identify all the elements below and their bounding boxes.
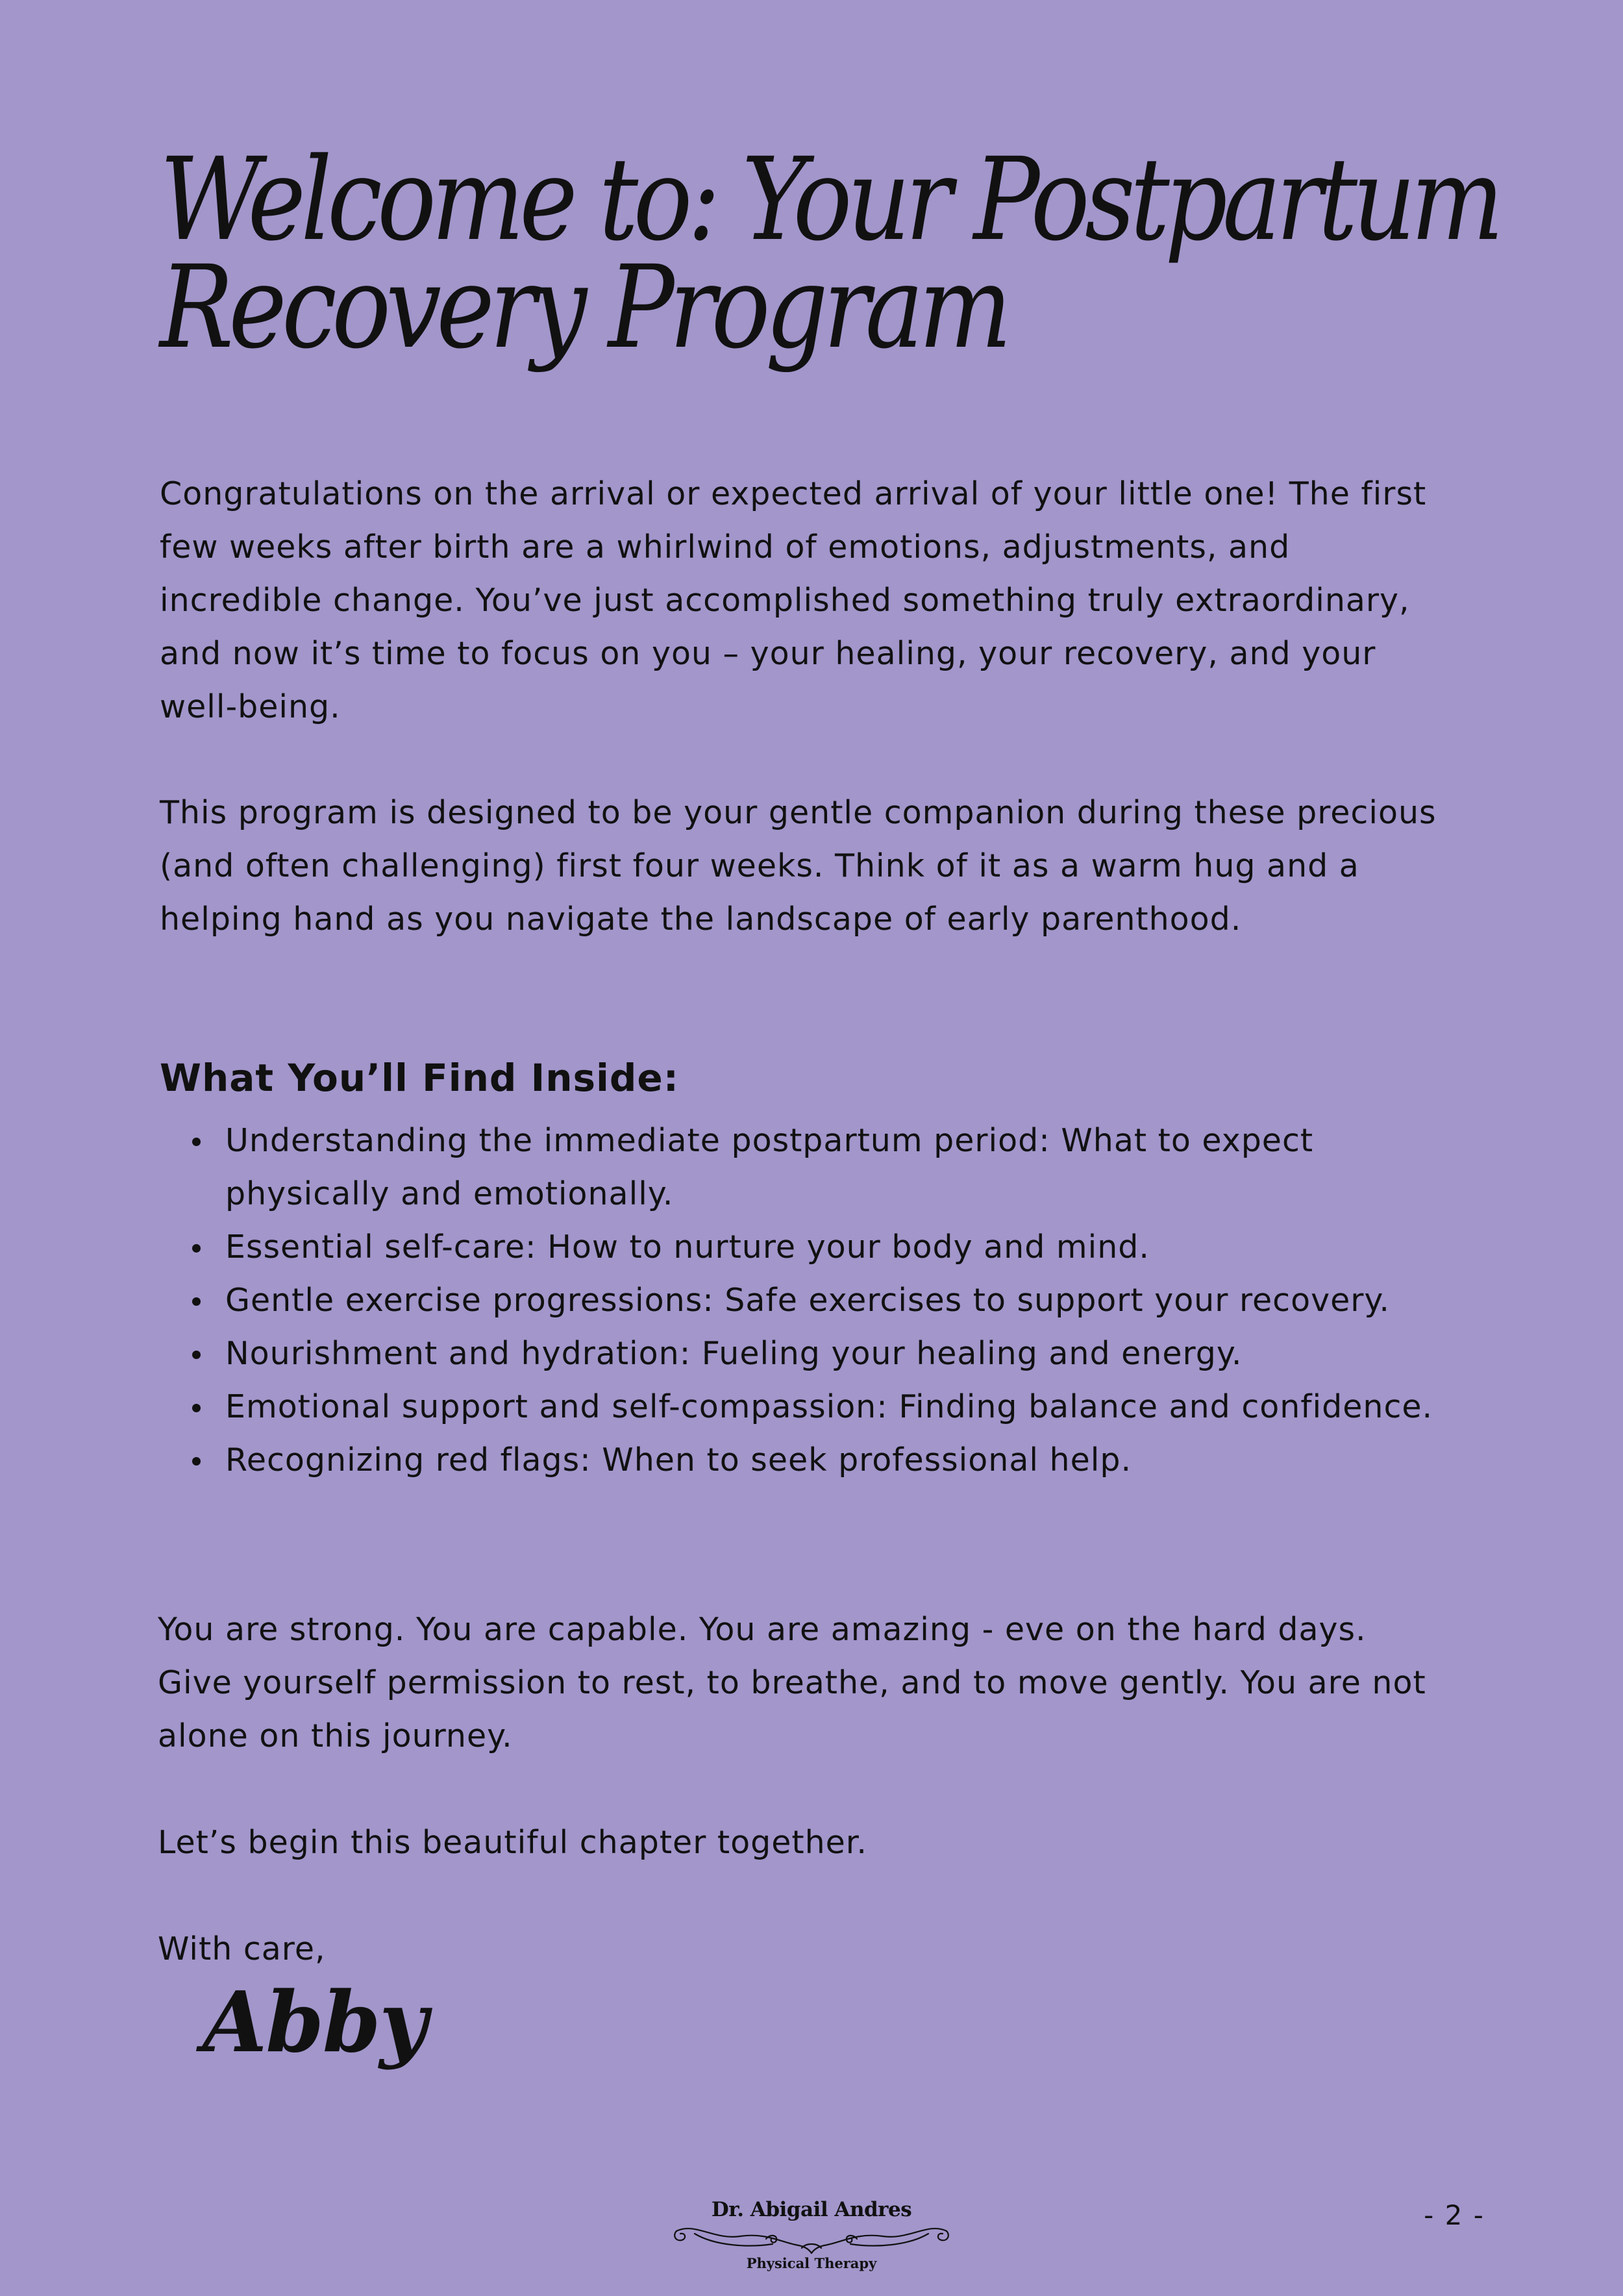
closing-paragraph (158, 1603, 1476, 1763)
list-item (160, 1434, 1497, 1487)
text-line: This program is designed to be your gentle companion during these precious (160, 794, 1437, 831)
text-line: Give yourself permission to rest, to breathe, and to move gently. You are not (158, 1664, 1426, 1701)
list-item-text: Recognizing red flags: When to seek professional help. (225, 1441, 1132, 1479)
text-line: incredible change. You’ve just accomplished something truly extraordinary, (160, 582, 1410, 619)
list-item-text: Gentle exercise progressions: Safe exercises to support your recovery. (225, 1282, 1390, 1319)
intro-paragraph-1 (160, 468, 1478, 734)
list-item (160, 1221, 1497, 1274)
text-line: helping hand as you navigate the landscape of early parenthood. (160, 901, 1242, 938)
list-item-text: Nourishment and hydration: Fueling your healing and energy. (225, 1335, 1243, 1372)
list-item (160, 1327, 1497, 1380)
text-line: Congratulations on the arrival or expected arrival of your little one! The first (160, 475, 1427, 512)
feature-list (160, 1114, 1497, 1487)
text-line: alone on this journey. (158, 1717, 513, 1754)
closing-invitation: Let’s begin this beautiful chapter together. (158, 1824, 868, 1861)
intro-paragraph-2 (160, 786, 1478, 946)
list-item-text: physically and emotionally. (225, 1175, 674, 1212)
logo-subtitle: Physical Therapy (746, 2255, 877, 2271)
text-line: few weeks after birth are a whirlwind of emotions, adjustments, and (160, 529, 1291, 566)
signature: Abby (203, 1974, 427, 2071)
list-item-text: Essential self-care: How to nurture your body and mind. (225, 1229, 1150, 1266)
flourish-icon (669, 2219, 954, 2256)
logo-name: Dr. Abigail Andres (711, 2198, 912, 2221)
signoff: With care, (158, 1930, 326, 1967)
page-number: - 2 - (1424, 2199, 1485, 2231)
section-heading: What You’ll Find Inside: (160, 1056, 679, 1100)
list-item (160, 1380, 1497, 1434)
page-title (160, 133, 1499, 374)
list-item (160, 1114, 1497, 1221)
footer-logo (669, 2195, 954, 2276)
list-item-text: Emotional support and self-compassion: Finding balance and confidence. (225, 1388, 1433, 1425)
list-item (160, 1274, 1497, 1327)
text-line: (and often challenging) first four weeks. Think of it as a warm hug and a (160, 847, 1359, 884)
text-line: You are strong. You are capable. You are amazing - eve on the hard days. (158, 1611, 1367, 1648)
text-line: well-being. (160, 688, 341, 725)
title-line-2: Recovery Program (160, 241, 1007, 374)
text-line: and now it’s time to focus on you – your healing, your recovery, and your (160, 635, 1376, 672)
list-item-text: Understanding the immediate postpartum period: What to expect (225, 1122, 1314, 1159)
title-line-1: Welcome to: Your Postpartum (160, 133, 1499, 266)
